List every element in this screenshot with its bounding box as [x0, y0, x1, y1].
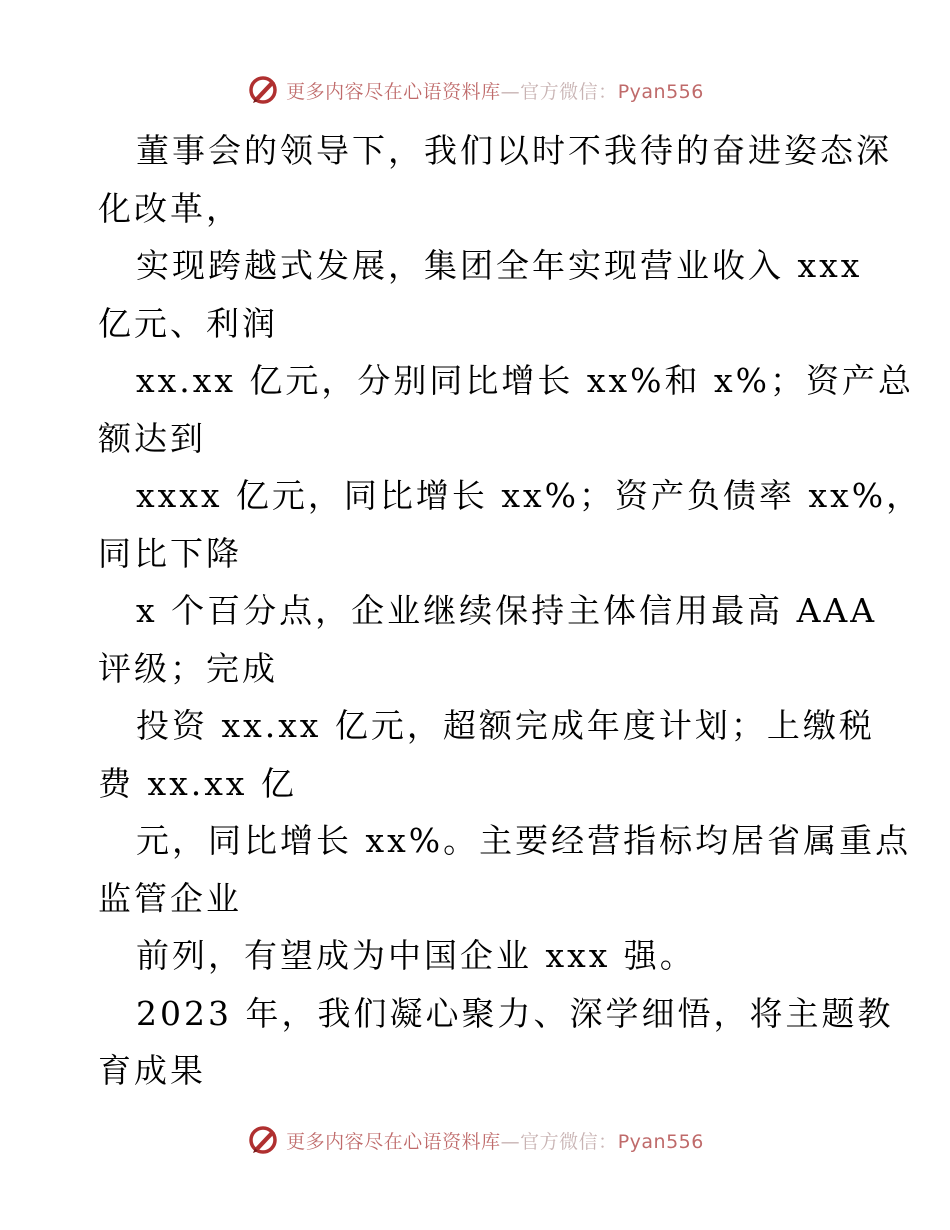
body-line: 育成果 — [98, 1051, 206, 1090]
body-line: 额达到 — [98, 418, 206, 458]
footer-wechat-label: 官方微信： — [520, 1130, 618, 1153]
body-line: 费 xx.xx 亿 — [98, 763, 297, 803]
header-banner-text — [286, 77, 704, 104]
header-wechat-label: 官方微信： — [520, 80, 618, 103]
body-line: 实现跨越式发展，集团全年实现营业收入 xxx — [136, 246, 863, 285]
body-line: 2023 年，我们凝心聚力、深学细悟，将主题教 — [136, 993, 894, 1033]
footer-wechat-id: Pyan556 — [617, 1130, 704, 1153]
body-line: 前列，有望成为中国企业 xxx 强。 — [136, 936, 696, 975]
body-line: xx.xx 亿元，分别同比增长 xx%和 x%；资产总 — [136, 361, 914, 400]
document-body — [98, 122, 923, 1100]
body-line: 监管企业 — [98, 878, 242, 918]
header-separator: — — [500, 80, 521, 103]
pen-logo-icon — [246, 73, 280, 107]
footer-site-label: 更多内容尽在心语资料库 — [286, 1130, 501, 1153]
body-line: 评级；完成 — [98, 648, 278, 688]
body-line: 元，同比增长 xx%。主要经营指标均居省属重点 — [136, 821, 912, 860]
header-wechat-id: Pyan556 — [617, 80, 704, 103]
footer-banner — [0, 1120, 950, 1160]
body-line: xxxx 亿元，同比增长 xx%；资产负债率 xx%， — [136, 476, 923, 515]
body-line: 董事会的领导下，我们以时不我待的奋进姿态深 — [136, 131, 892, 170]
footer-banner-text — [286, 1127, 704, 1154]
body-line: 化改革， — [98, 188, 242, 228]
body-line: 同比下降 — [98, 533, 242, 573]
body-line: x 个百分点，企业继续保持主体信用最高 AAA — [136, 591, 878, 630]
body-line: 投资 xx.xx 亿元，超额完成年度计划；上缴税 — [136, 706, 875, 745]
footer-separator: — — [500, 1130, 521, 1153]
header-banner — [0, 70, 950, 110]
pen-logo-icon — [246, 1123, 280, 1157]
header-site-label: 更多内容尽在心语资料库 — [286, 80, 501, 103]
body-line: 亿元、利润 — [98, 303, 278, 343]
